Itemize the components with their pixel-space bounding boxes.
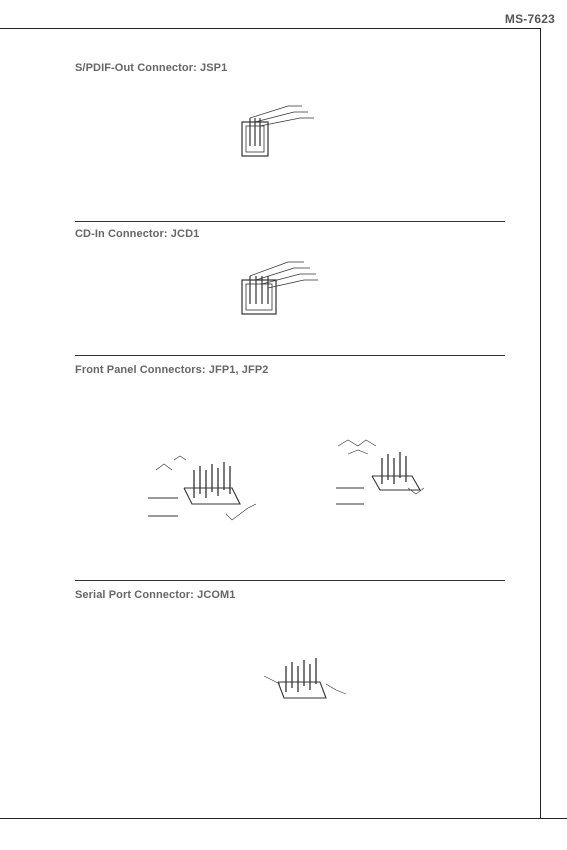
section-divider-1 [75, 221, 505, 222]
section-divider-3 [75, 580, 505, 581]
section-title-spdif: S/PDIF-Out Connector: JSP1 [75, 62, 228, 74]
right-margin-rule [540, 28, 541, 818]
jfp1-connector-diagram [148, 448, 268, 528]
footer-rule [0, 818, 567, 819]
section-divider-2 [75, 355, 505, 356]
jfp2-connector-diagram [336, 432, 436, 512]
page-model-code: MS-7623 [504, 12, 555, 26]
spdif-connector-diagram [238, 104, 318, 164]
section-title-cd-in: CD-In Connector: JCD1 [75, 228, 200, 240]
section-title-serial-port: Serial Port Connector: JCOM1 [75, 589, 236, 601]
cd-in-connector-diagram [240, 260, 320, 330]
serial-port-connector-diagram [262, 652, 352, 722]
header-rule [0, 28, 540, 29]
section-title-front-panel: Front Panel Connectors: JFP1, JFP2 [75, 364, 269, 376]
